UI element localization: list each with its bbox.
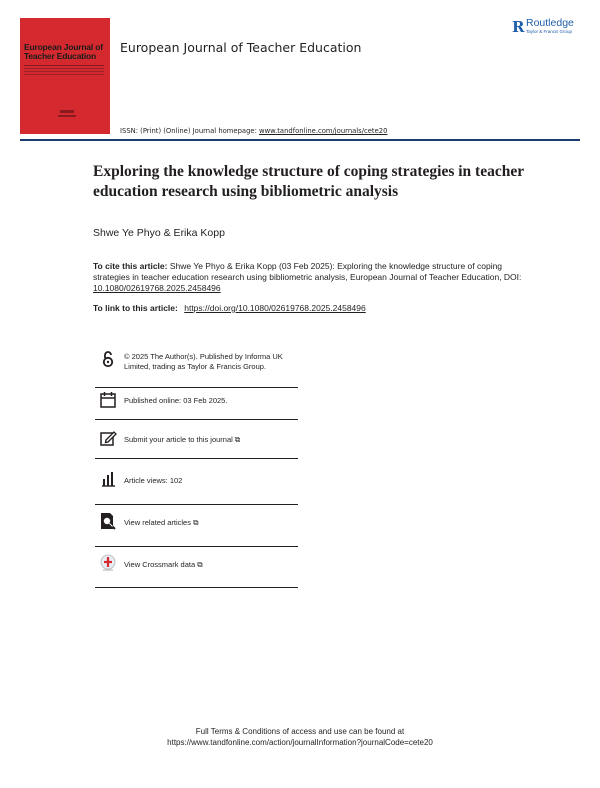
related-row[interactable] <box>95 512 298 534</box>
meta-divider <box>95 458 298 459</box>
edit-icon <box>99 429 117 447</box>
article-views: Article views: 102 <box>124 476 183 485</box>
meta-divider <box>95 419 298 420</box>
external-link-icon: ⧉ <box>234 435 241 444</box>
citation-block <box>93 261 523 294</box>
routledge-r-icon: R <box>512 18 525 36</box>
cover-title: European Journal of Teacher Education <box>24 42 103 61</box>
publisher-subtitle: Taylor & Francis Group <box>526 29 573 34</box>
crossmark-icon <box>99 554 117 572</box>
article-doi-link[interactable]: https://doi.org/10.1080/02619768.2025.2458496 <box>184 303 366 313</box>
bar-chart-icon <box>99 470 117 488</box>
external-link-icon: ⧉ <box>197 560 203 569</box>
article-link-line <box>93 303 366 313</box>
journal-cover <box>20 18 110 134</box>
publisher-name: Routledge <box>526 17 574 29</box>
cite-label: To cite this article: <box>93 261 168 271</box>
crossmark-label[interactable]: View Crossmark data <box>124 560 196 569</box>
calendar-icon <box>99 391 117 409</box>
published-row <box>95 391 298 411</box>
issn-line <box>120 127 387 135</box>
publisher-logo <box>512 18 592 40</box>
crossmark-row[interactable] <box>95 554 298 576</box>
link-label: To link to this article: <box>93 303 178 313</box>
related-label[interactable]: View related articles <box>124 518 191 527</box>
issn-prefix: ISSN: (Print) (Online) Journal homepage: <box>120 127 260 135</box>
related-articles-link[interactable] <box>124 518 298 528</box>
open-access-icon <box>99 350 117 368</box>
copyright-text: © 2025 The Author(s). Published by Informa UK Limited, trading as Taylor & Francis Group. <box>124 352 283 371</box>
published-date: Published online: 03 Feb 2025. <box>124 396 228 405</box>
cover-divider <box>24 65 104 66</box>
submit-row[interactable] <box>95 429 298 449</box>
meta-divider <box>95 587 298 588</box>
footer-url[interactable]: https://www.tandfonline.com/action/journalInformation?journalCode=cete20 <box>167 738 433 747</box>
footer <box>0 726 600 748</box>
cite-doi-link[interactable]: 10.1080/02619768.2025.2458496 <box>93 283 221 293</box>
views-row <box>95 470 298 490</box>
footer-terms: Full Terms & Conditions of access and use can be found at <box>195 727 405 736</box>
crossmark-link[interactable] <box>124 560 298 570</box>
article-title: Exploring the knowledge structure of coping strategies in teacher education research using bibliometric analysis <box>93 163 524 200</box>
meta-divider <box>95 504 298 505</box>
search-document-icon <box>99 512 117 530</box>
journal-title: European Journal of Teacher Education <box>120 40 362 55</box>
header-rule <box>20 139 580 141</box>
submit-article-link[interactable] <box>124 435 298 445</box>
submit-label[interactable]: Submit your article to this journal <box>124 435 233 444</box>
cover-logo-text <box>58 115 76 117</box>
journal-homepage-link[interactable]: www.tandfonline.com/journals/cete20 <box>259 127 388 135</box>
article-authors: Shwe Ye Phyo & Erika Kopp <box>93 227 225 239</box>
cover-logo <box>60 110 74 113</box>
copyright-row <box>95 350 298 384</box>
meta-divider <box>95 387 298 388</box>
cover-text-lines <box>24 68 104 77</box>
external-link-icon: ⧉ <box>193 518 199 527</box>
meta-divider <box>95 546 298 547</box>
cite-text: Shwe Ye Phyo & Erika Kopp (03 Feb 2025): Exploring the knowledge structure of coping strategies in teacher education research using bibliometric analysis, European Journal of Teacher Education, DOI: <box>93 261 522 282</box>
